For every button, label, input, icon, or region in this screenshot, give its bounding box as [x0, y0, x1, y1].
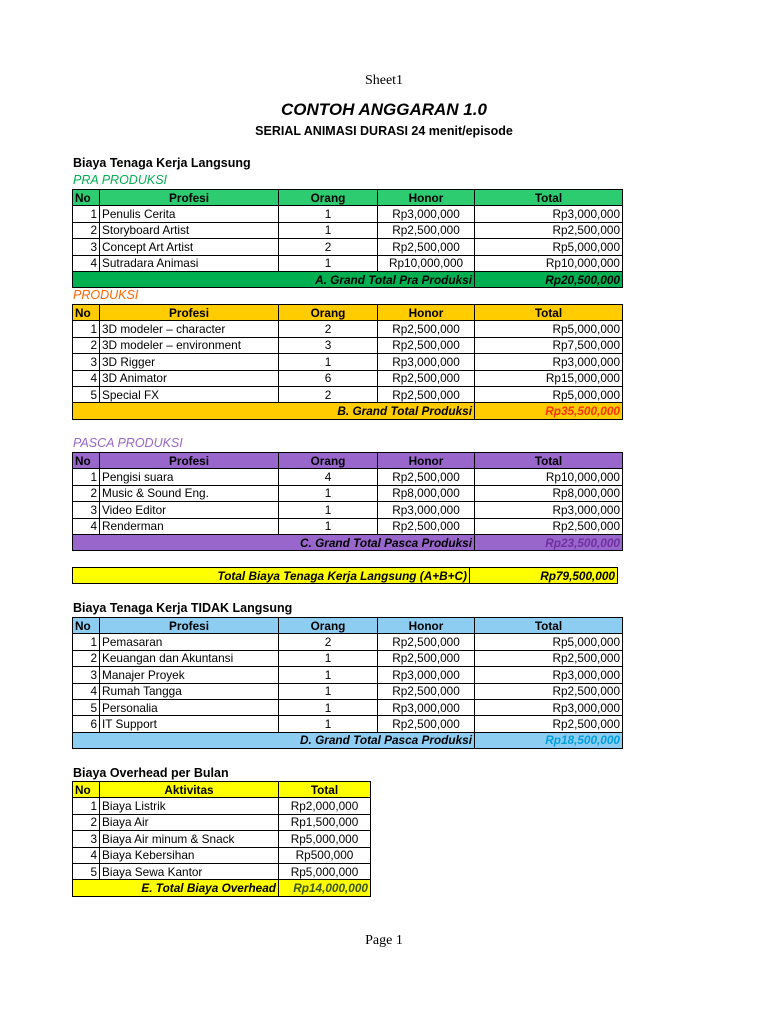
summary-langsung-label: Total Biaya Tenaga Kerja Langsung (A+B+C) [73, 568, 470, 584]
table-row [73, 386, 623, 402]
cell-no: 1 [73, 634, 100, 650]
cell-no: 3 [73, 831, 100, 847]
header-no: No [73, 618, 100, 634]
cell-orang: 1 [279, 683, 378, 699]
cell-no: 5 [73, 863, 100, 879]
cell-profesi: Renderman [100, 518, 279, 534]
grand-total-row [73, 534, 623, 550]
cell-orang: 2 [279, 634, 378, 650]
table-row [73, 650, 623, 666]
cell-profesi: Special FX [100, 386, 279, 402]
cell-honor: Rp3,000,000 [378, 354, 475, 370]
cell-total: Rp10,000,000 [475, 469, 623, 485]
table-row [73, 239, 623, 255]
table-header-row [73, 190, 623, 206]
sheet-label: Sheet1 [364, 73, 404, 88]
cell-profesi: 3D modeler – character [100, 321, 279, 337]
table-pasca-produksi [72, 452, 623, 551]
cell-no: 6 [73, 716, 100, 732]
grand-total-label: D. Grand Total Pasca Produksi [73, 732, 475, 748]
cell-no: 1 [73, 321, 100, 337]
document-title: CONTOH ANGGARAN 1.0 [281, 100, 487, 119]
cell-total: Rp2,500,000 [475, 518, 623, 534]
table-header-row [73, 305, 623, 321]
cell-no: 3 [73, 667, 100, 683]
table-row [73, 634, 623, 650]
cell-honor: Rp2,500,000 [378, 469, 475, 485]
cell-aktivitas: Biaya Listrik [100, 798, 279, 814]
cell-honor: Rp3,000,000 [378, 699, 475, 715]
table-row [73, 354, 623, 370]
cell-honor: Rp2,500,000 [378, 239, 475, 255]
cell-profesi: Video Editor [100, 502, 279, 518]
cell-profesi: 3D Rigger [100, 354, 279, 370]
cell-total: Rp3,000,000 [475, 699, 623, 715]
section-heading-overhead: Biaya Overhead per Bulan [73, 766, 229, 780]
cell-honor: Rp2,500,000 [378, 634, 475, 650]
table-produksi [72, 304, 623, 420]
page-footer: Page 1 [365, 933, 403, 948]
header-total: Total [279, 782, 371, 798]
cell-honor: Rp2,500,000 [378, 321, 475, 337]
header-profesi: Profesi [100, 618, 279, 634]
header-profesi: Profesi [100, 305, 279, 321]
section-heading-langsung: Biaya Tenaga Kerja Langsung [73, 156, 251, 170]
table-row [73, 699, 623, 715]
table-row [73, 716, 623, 732]
cell-no: 2 [73, 222, 100, 238]
cell-no: 1 [73, 798, 100, 814]
cell-total: Rp2,500,000 [475, 222, 623, 238]
header-profesi: Profesi [100, 190, 279, 206]
grand-total-label: B. Grand Total Produksi [73, 403, 475, 419]
document-subtitle: SERIAL ANIMASI DURASI 24 menit/episode [255, 124, 513, 138]
grand-total-row [73, 271, 623, 287]
cell-no: 3 [73, 239, 100, 255]
cell-profesi: Personalia [100, 699, 279, 715]
header-honor: Honor [378, 618, 475, 634]
header-orang: Orang [279, 453, 378, 469]
cell-profesi: Pengisi suara [100, 469, 279, 485]
cell-no: 2 [73, 650, 100, 666]
cell-orang: 1 [279, 206, 378, 222]
header-total: Total [475, 453, 623, 469]
header-honor: Honor [378, 305, 475, 321]
table-row [73, 222, 623, 238]
grand-total-row [73, 732, 623, 748]
cell-profesi: Rumah Tangga [100, 683, 279, 699]
cell-orang: 1 [279, 699, 378, 715]
header-orang: Orang [279, 190, 378, 206]
grand-total-row [73, 880, 371, 896]
cell-honor: Rp3,000,000 [378, 667, 475, 683]
table-header-row [73, 453, 623, 469]
cell-orang: 1 [279, 354, 378, 370]
table-overhead [72, 781, 371, 897]
header-orang: Orang [279, 618, 378, 634]
grand-total-value: Rp18,500,000 [475, 732, 623, 748]
cell-orang: 1 [279, 518, 378, 534]
cell-no: 4 [73, 847, 100, 863]
table-row [73, 814, 371, 830]
cell-total: Rp10,000,000 [475, 255, 623, 271]
cell-total: Rp5,000,000 [279, 863, 371, 879]
cell-profesi: Manajer Proyek [100, 667, 279, 683]
table-row [73, 831, 371, 847]
grand-total-row [73, 403, 623, 419]
cell-profesi: Sutradara Animasi [100, 255, 279, 271]
cell-orang: 4 [279, 469, 378, 485]
header-total: Total [475, 190, 623, 206]
table-row [73, 337, 623, 353]
cell-orang: 3 [279, 337, 378, 353]
cell-total: Rp1,500,000 [279, 814, 371, 830]
cell-orang: 1 [279, 716, 378, 732]
cell-orang: 1 [279, 667, 378, 683]
cell-orang: 2 [279, 386, 378, 402]
table-row [73, 469, 623, 485]
cell-no: 1 [73, 206, 100, 222]
header-total: Total [475, 618, 623, 634]
cell-profesi: 3D modeler – environment [100, 337, 279, 353]
cell-honor: Rp2,500,000 [378, 518, 475, 534]
table-row [73, 485, 623, 501]
cell-orang: 1 [279, 255, 378, 271]
cell-total: Rp5,000,000 [475, 321, 623, 337]
table-header-row [73, 782, 371, 798]
table-row [73, 321, 623, 337]
cell-honor: Rp2,500,000 [378, 370, 475, 386]
table-row [73, 206, 623, 222]
cell-total: Rp2,500,000 [475, 650, 623, 666]
section-heading-tidak-langsung: Biaya Tenaga Kerja TIDAK Langsung [73, 601, 293, 615]
cell-no: 2 [73, 814, 100, 830]
cell-total: Rp5,000,000 [475, 386, 623, 402]
cell-profesi: Music & Sound Eng. [100, 485, 279, 501]
header-aktivitas: Aktivitas [100, 782, 279, 798]
summary-langsung [72, 567, 618, 584]
cell-honor: Rp2,500,000 [378, 386, 475, 402]
table-row [73, 502, 623, 518]
cell-honor: Rp2,500,000 [378, 222, 475, 238]
cell-honor: Rp2,500,000 [378, 337, 475, 353]
cell-total: Rp3,000,000 [475, 502, 623, 518]
header-no: No [73, 190, 100, 206]
cell-no: 1 [73, 469, 100, 485]
table-row [73, 863, 371, 879]
table-row [73, 255, 623, 271]
cell-profesi: Pemasaran [100, 634, 279, 650]
cell-honor: Rp10,000,000 [378, 255, 475, 271]
cell-no: 2 [73, 485, 100, 501]
cell-no: 5 [73, 386, 100, 402]
cell-profesi: 3D Animator [100, 370, 279, 386]
cell-orang: 1 [279, 485, 378, 501]
cell-total: Rp2,000,000 [279, 798, 371, 814]
cell-no: 4 [73, 370, 100, 386]
cell-orang: 2 [279, 321, 378, 337]
cell-aktivitas: Biaya Sewa Kantor [100, 863, 279, 879]
table-row [73, 798, 371, 814]
cell-orang: 2 [279, 239, 378, 255]
summary-langsung-value: Rp79,500,000 [470, 568, 618, 584]
cell-no: 4 [73, 518, 100, 534]
table-row [73, 370, 623, 386]
cell-aktivitas: Biaya Kebersihan [100, 847, 279, 863]
header-profesi: Profesi [100, 453, 279, 469]
cell-total: Rp15,000,000 [475, 370, 623, 386]
cell-no: 4 [73, 683, 100, 699]
grand-total-value: Rp23,500,000 [475, 534, 623, 550]
header-total: Total [475, 305, 623, 321]
table-tidak-langsung [72, 617, 623, 749]
grand-total-value: Rp35,500,000 [475, 403, 623, 419]
cell-total: Rp5,000,000 [279, 831, 371, 847]
cell-orang: 1 [279, 650, 378, 666]
grand-total-label: E. Total Biaya Overhead [73, 880, 279, 896]
cell-honor: Rp3,000,000 [378, 206, 475, 222]
cell-total: Rp500,000 [279, 847, 371, 863]
header-no: No [73, 305, 100, 321]
header-no: No [73, 782, 100, 798]
cell-orang: 1 [279, 222, 378, 238]
cell-profesi: Concept Art Artist [100, 239, 279, 255]
header-no: No [73, 453, 100, 469]
cell-aktivitas: Biaya Air minum & Snack [100, 831, 279, 847]
cell-orang: 1 [279, 502, 378, 518]
cell-honor: Rp8,000,000 [378, 485, 475, 501]
header-orang: Orang [279, 305, 378, 321]
table-pra-produksi [72, 189, 623, 288]
cell-total: Rp3,000,000 [475, 354, 623, 370]
cell-profesi: Storyboard Artist [100, 222, 279, 238]
cell-aktivitas: Biaya Air [100, 814, 279, 830]
cell-total: Rp2,500,000 [475, 716, 623, 732]
cell-total: Rp5,000,000 [475, 239, 623, 255]
cell-no: 3 [73, 354, 100, 370]
table-row [73, 667, 623, 683]
cell-no: 3 [73, 502, 100, 518]
grand-total-value: Rp20,500,000 [475, 271, 623, 287]
cell-no: 2 [73, 337, 100, 353]
cell-total: Rp3,000,000 [475, 667, 623, 683]
cell-total: Rp8,000,000 [475, 485, 623, 501]
cell-total: Rp5,000,000 [475, 634, 623, 650]
cell-orang: 6 [279, 370, 378, 386]
cell-honor: Rp2,500,000 [378, 683, 475, 699]
table-row [73, 847, 371, 863]
cell-total: Rp2,500,000 [475, 683, 623, 699]
subsection-label-produksi: PRODUKSI [73, 288, 139, 302]
cell-honor: Rp2,500,000 [378, 650, 475, 666]
subsection-label-pasca: PASCA PRODUKSI [73, 436, 183, 450]
cell-profesi: Penulis Cerita [100, 206, 279, 222]
cell-no: 4 [73, 255, 100, 271]
grand-total-value: Rp14,000,000 [279, 880, 371, 896]
cell-total: Rp7,500,000 [475, 337, 623, 353]
cell-profesi: IT Support [100, 716, 279, 732]
grand-total-label: C. Grand Total Pasca Produksi [73, 534, 475, 550]
cell-honor: Rp3,000,000 [378, 502, 475, 518]
cell-total: Rp3,000,000 [475, 206, 623, 222]
header-honor: Honor [378, 453, 475, 469]
subsection-label-pra: PRA PRODUKSI [73, 173, 168, 187]
cell-honor: Rp2,500,000 [378, 716, 475, 732]
grand-total-label: A. Grand Total Pra Produksi [73, 271, 475, 287]
table-row [73, 683, 623, 699]
cell-no: 5 [73, 699, 100, 715]
cell-profesi: Keuangan dan Akuntansi [100, 650, 279, 666]
header-honor: Honor [378, 190, 475, 206]
table-header-row [73, 618, 623, 634]
table-row [73, 518, 623, 534]
